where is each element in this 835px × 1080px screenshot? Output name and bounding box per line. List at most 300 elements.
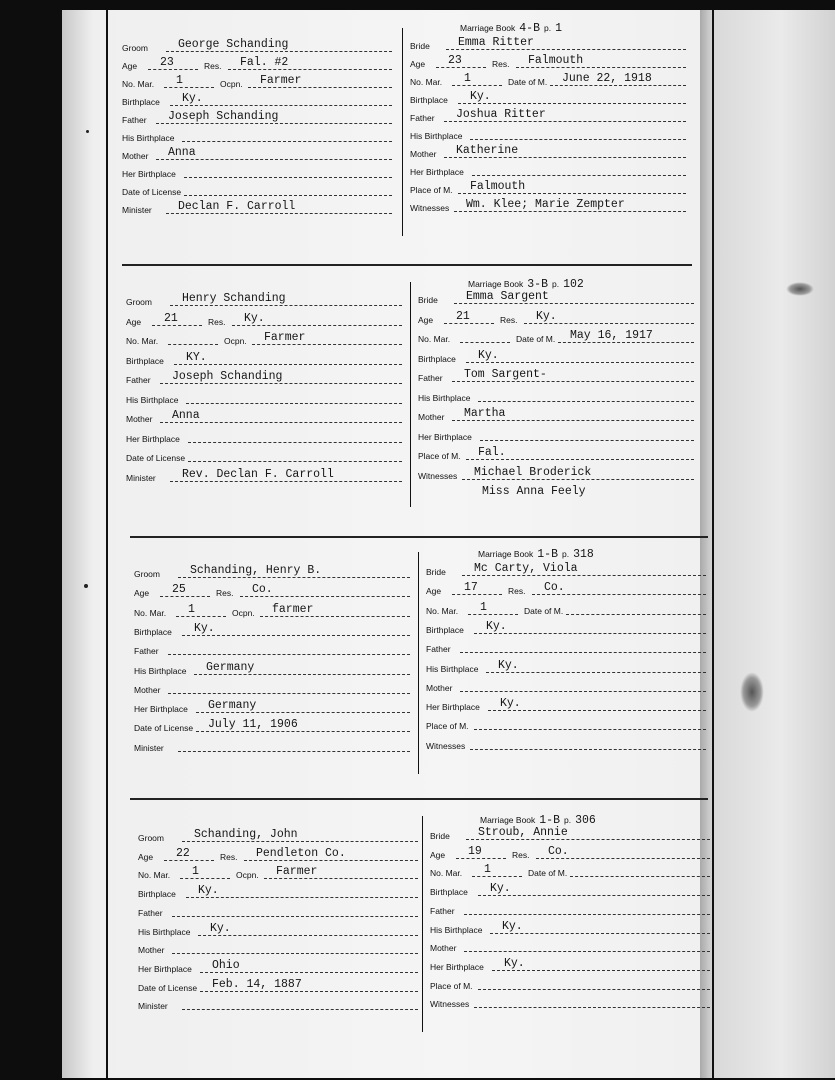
- groom-row-birthplace: [134, 622, 412, 638]
- groom-groom-value: Schanding, John: [194, 828, 298, 841]
- fill-line: [244, 860, 418, 861]
- page-number: 318: [573, 548, 594, 561]
- bride-date_of_m-value: May 16, 1917: [570, 329, 653, 342]
- father-label: Father: [134, 646, 159, 657]
- mother-label: Mother: [426, 682, 453, 693]
- place_of_m-label: Place of M.: [430, 980, 473, 991]
- fill-line: [478, 895, 710, 896]
- minister-label: Minister: [122, 205, 152, 215]
- groom-row-minister: [134, 738, 412, 754]
- groom-date_of_license-value: July 11, 1906: [208, 718, 298, 732]
- ocpn-label: Ocpn.: [220, 79, 243, 89]
- fill-line: [472, 876, 522, 877]
- page-label: p.: [562, 549, 570, 559]
- groom-row-birthplace: [138, 884, 420, 900]
- groom-minister-value: Declan F. Carroll: [178, 200, 296, 213]
- groom-birthplace-value: KY.: [186, 350, 207, 364]
- no_mar-label: No. Mar.: [138, 870, 171, 881]
- bride-father-value: Tom Sargent-: [464, 368, 547, 381]
- father-label: Father: [122, 115, 147, 125]
- father-label: Father: [426, 644, 451, 655]
- fill-line: [168, 693, 410, 694]
- groom-row-no_mar: [134, 603, 412, 619]
- bride-row-age: [426, 581, 708, 597]
- groom-row-date_of_license: [126, 448, 404, 464]
- groom-row-his_birthplace: [126, 390, 404, 406]
- bride-row-mother: [418, 407, 696, 423]
- her_birthplace-label: Her Birthplace: [138, 963, 192, 974]
- birthplace-label: Birthplace: [426, 624, 464, 635]
- bride-row-birthplace: [418, 349, 696, 365]
- fill-line: [172, 916, 418, 917]
- groom-birthplace-value: Ky.: [194, 621, 215, 635]
- bride-row-witnesses: [430, 994, 712, 1010]
- father-label: Father: [126, 375, 151, 385]
- bride-witnesses-value: Michael Broderick: [474, 465, 592, 479]
- res-label: Res.: [216, 588, 234, 599]
- bride-his_birthplace-value: Ky.: [498, 658, 519, 672]
- groom-row-date_of_license: [138, 978, 420, 994]
- witnesses-label: Witnesses: [410, 203, 450, 213]
- page-label: p.: [552, 279, 560, 289]
- fill-line: [200, 972, 418, 973]
- res-label: Res.: [208, 316, 226, 327]
- age-label: Age: [126, 316, 142, 327]
- groom-row-mother: [138, 940, 420, 956]
- groom-row-mother: [126, 409, 404, 425]
- fill-line: [184, 195, 392, 196]
- fill-line: [194, 674, 410, 675]
- witnesses-label: Witnesses: [418, 470, 458, 481]
- fill-line: [166, 213, 392, 214]
- fill-line: [170, 305, 402, 306]
- fill-line: [200, 991, 418, 992]
- groom-no_mar-value: 1: [188, 602, 195, 616]
- bride-father-value: Joshua Ritter: [456, 108, 546, 121]
- bride-row-birthplace: [430, 882, 712, 898]
- bride-row-witnesses-2: [426, 755, 708, 771]
- groom-age-value: 23: [160, 56, 174, 69]
- card-right-border: [712, 10, 714, 1078]
- fill-line: [198, 935, 418, 936]
- groom-res-value: Co.: [252, 583, 273, 597]
- groom-row-groom: [122, 38, 394, 54]
- her_birthplace-label: Her Birthplace: [410, 167, 464, 177]
- groom-row-age: [122, 56, 394, 72]
- fill-line: [180, 878, 230, 879]
- groom-row-minister: [122, 200, 394, 216]
- groom-row-birthplace: [126, 351, 404, 367]
- card-separator: [130, 798, 708, 800]
- fill-line: [478, 989, 710, 990]
- fill-line: [558, 342, 694, 343]
- witnesses-label: Witnesses: [426, 740, 466, 751]
- bride-row-witnesses: [418, 466, 696, 482]
- film-speck: [84, 584, 88, 588]
- no_mar-label: No. Mar.: [410, 77, 443, 87]
- fill-line: [468, 614, 518, 615]
- bride-row-bride: [410, 36, 688, 52]
- father-label: Father: [418, 373, 443, 383]
- bride-res-value: Ky.: [536, 309, 557, 323]
- groom-row-her_birthplace: [122, 164, 394, 180]
- marriage-book-line: [478, 548, 598, 561]
- fill-line: [160, 383, 402, 384]
- bride-her_birthplace-value: Ky.: [504, 956, 525, 970]
- date_of_m-label: Date of M.: [524, 605, 564, 616]
- fill-line: [170, 481, 402, 482]
- age-label: Age: [410, 59, 426, 69]
- groom-mother-value: Anna: [172, 409, 200, 422]
- groom-row-father: [134, 641, 412, 657]
- groom-minister-value: Rev. Declan F. Carroll: [182, 467, 334, 481]
- place_of_m-label: Place of M.: [418, 451, 461, 461]
- fill-line: [566, 614, 706, 615]
- bride-row-father: [418, 368, 696, 384]
- groom-row-no_mar: [126, 331, 404, 347]
- bride-row-no_mar: [410, 72, 688, 88]
- his_birthplace-label: His Birthplace: [122, 133, 175, 143]
- groom-groom-value: Henry Schanding: [182, 292, 286, 305]
- res-label: Res.: [500, 314, 518, 325]
- bride-place_of_m-value: Fal.: [478, 446, 506, 459]
- fill-line: [458, 193, 686, 194]
- bride-witnesses2-value: Miss Anna Feely: [482, 485, 586, 498]
- no_mar-label: No. Mar.: [134, 607, 167, 618]
- groom-father-value: Joseph Schanding: [168, 110, 279, 123]
- mother-label: Mother: [410, 149, 437, 159]
- date_of_m-label: Date of M.: [528, 868, 568, 879]
- no_mar-label: No. Mar.: [126, 336, 159, 346]
- bride-row-witnesses-2: [430, 1013, 712, 1029]
- fill-line: [182, 841, 418, 842]
- bride-res-value: Co.: [544, 581, 565, 595]
- fill-line: [160, 422, 402, 423]
- bride-row-age: [418, 310, 696, 326]
- fill-line: [248, 87, 392, 88]
- groom-row-groom: [134, 564, 412, 580]
- marriage-book-number: 4-B: [519, 22, 540, 35]
- column-divider: [422, 816, 423, 1032]
- marriage-book-label: Marriage Book: [468, 279, 524, 289]
- bride-date_of_m-value: June 22, 1918: [562, 72, 652, 85]
- birthplace-label: Birthplace: [126, 355, 164, 366]
- birthplace-label: Birthplace: [134, 626, 172, 637]
- bride-row-bride: [418, 290, 696, 306]
- groom-row-date_of_license: [122, 182, 394, 198]
- bride-row-mother: [426, 678, 708, 694]
- groom-row-father: [122, 110, 394, 126]
- fill-line: [188, 461, 402, 462]
- groom-birthplace-value: Ky.: [198, 884, 219, 898]
- fill-line: [152, 325, 202, 326]
- groom-groom-value: Schanding, Henry B.: [190, 564, 322, 577]
- groom-res-value: Pendleton Co.: [256, 846, 346, 860]
- bride-res-value: Co.: [548, 844, 569, 858]
- groom-age-value: 25: [172, 583, 186, 597]
- bride-label: Bride: [430, 831, 450, 841]
- father-label: Father: [138, 907, 163, 918]
- film-speck: [86, 130, 89, 133]
- fill-line: [186, 403, 402, 404]
- fill-line: [184, 177, 392, 178]
- mother-label: Mother: [126, 414, 153, 424]
- fill-line: [444, 157, 686, 158]
- fill-line: [452, 85, 502, 86]
- groom-res-value: Ky.: [244, 311, 265, 325]
- bride-row-place_of_m: [410, 180, 688, 196]
- bride-row-his_birthplace: [410, 126, 688, 142]
- res-label: Res.: [492, 59, 510, 69]
- fill-line: [240, 596, 410, 597]
- fill-line: [148, 69, 198, 70]
- bride-row-birthplace: [426, 620, 708, 636]
- fill-line: [454, 303, 694, 304]
- witnesses-label: Witnesses: [430, 999, 470, 1010]
- groom-father-value: Joseph Schanding: [172, 370, 283, 383]
- father-label: Father: [430, 905, 455, 916]
- groom-row-minister: [126, 468, 404, 484]
- date_of_m-label: Date of M.: [508, 77, 548, 87]
- his_birthplace-label: His Birthplace: [126, 394, 179, 405]
- bride-row-place_of_m: [430, 976, 712, 992]
- fill-line: [460, 342, 510, 343]
- bride-row-father: [426, 639, 708, 655]
- fill-line: [460, 652, 706, 653]
- bride-birthplace-value: Ky.: [478, 348, 499, 362]
- bride-row-his_birthplace: [418, 388, 696, 404]
- groom-row-date_of_license: [134, 718, 412, 734]
- groom-row-father: [138, 903, 420, 919]
- bride-res-value: Falmouth: [528, 54, 584, 67]
- res-label: Res.: [512, 849, 530, 860]
- column-divider: [402, 28, 403, 236]
- ocpn-label: Ocpn.: [224, 336, 247, 346]
- fill-line: [458, 103, 686, 104]
- bride-her_birthplace-value: Ky.: [500, 697, 521, 711]
- bride-no_mar-value: 1: [480, 600, 487, 614]
- his_birthplace-label: His Birthplace: [410, 131, 463, 141]
- groom-row-age: [138, 847, 420, 863]
- groom-no_mar-value: 1: [176, 74, 183, 87]
- groom-res-value: Fal. #2: [240, 56, 289, 69]
- minister-label: Minister: [138, 1001, 168, 1012]
- fill-line: [264, 878, 418, 879]
- bride-row-age: [430, 845, 712, 861]
- bride-label: Bride: [426, 567, 446, 577]
- page-number: 102: [563, 278, 584, 291]
- birthplace-label: Birthplace: [418, 353, 456, 364]
- fill-line: [156, 123, 392, 124]
- fill-line: [486, 672, 706, 673]
- groom-row-no_mar: [138, 865, 420, 881]
- bride-row-witnesses-2: [418, 485, 696, 501]
- fill-line: [516, 67, 686, 68]
- fill-line: [444, 121, 686, 122]
- fill-line: [492, 970, 710, 971]
- mother-label: Mother: [430, 943, 457, 954]
- fill-line: [474, 729, 706, 730]
- bride-row-no_mar: [426, 601, 708, 617]
- fill-line: [260, 616, 410, 617]
- groom-label: Groom: [134, 569, 160, 579]
- bride-row-mother: [430, 938, 712, 954]
- groom-her_birthplace-value: Ohio: [212, 958, 240, 972]
- fill-line: [172, 953, 418, 954]
- her_birthplace-label: Her Birthplace: [134, 704, 188, 715]
- film-smudge: [786, 282, 814, 296]
- fill-line: [462, 479, 694, 480]
- groom-his_birthplace-value: Germany: [206, 660, 255, 674]
- fill-line: [232, 325, 402, 326]
- fill-line: [186, 897, 418, 898]
- fill-line: [164, 860, 214, 861]
- bride-row-bride: [430, 826, 712, 842]
- column-divider: [418, 552, 419, 774]
- bride-witnesses-value: Wm. Klee; Marie Zempter: [466, 198, 625, 211]
- bride-place_of_m-value: Falmouth: [470, 180, 526, 193]
- card-left-border: [106, 10, 108, 1078]
- fill-line: [444, 323, 494, 324]
- marriage-book-number: 3-B: [527, 278, 548, 291]
- his_birthplace-label: His Birthplace: [134, 665, 187, 676]
- fill-line: [170, 105, 392, 106]
- groom-label: Groom: [138, 833, 164, 843]
- bride-mother-value: Katherine: [456, 144, 519, 157]
- fill-line: [182, 635, 410, 636]
- fill-line: [466, 362, 694, 363]
- groom-row-his_birthplace: [138, 922, 420, 938]
- bride-row-witnesses: [410, 198, 688, 214]
- bride-row-witnesses-2: [410, 216, 688, 232]
- bride-row-bride: [426, 562, 708, 578]
- fill-line: [490, 933, 710, 934]
- marriage-book-line: [460, 22, 566, 35]
- marriage-book-number: 1-B: [539, 814, 560, 827]
- fill-line: [462, 575, 706, 576]
- fill-line: [168, 344, 218, 345]
- age-label: Age: [122, 61, 138, 71]
- groom-row-age: [126, 312, 404, 328]
- groom-her_birthplace-value: Germany: [208, 699, 257, 713]
- fill-line: [188, 442, 402, 443]
- groom-row-groom: [138, 828, 420, 844]
- fill-line: [182, 1009, 418, 1010]
- bride-no_mar-value: 1: [464, 72, 471, 85]
- birthplace-label: Birthplace: [410, 95, 448, 105]
- groom-no_mar-value: 1: [192, 865, 199, 879]
- no_mar-label: No. Mar.: [426, 605, 459, 616]
- fill-line: [166, 51, 392, 52]
- bride-no_mar-value: 1: [484, 863, 491, 877]
- page-label: p.: [544, 23, 552, 33]
- her_birthplace-label: Her Birthplace: [418, 431, 472, 442]
- res-label: Res.: [204, 61, 222, 71]
- groom-row-his_birthplace: [134, 661, 412, 677]
- fill-line: [532, 594, 706, 595]
- bride-age-value: 19: [468, 844, 482, 858]
- page-number: 1: [555, 22, 562, 35]
- ocpn-label: Ocpn.: [232, 607, 255, 618]
- minister-label: Minister: [126, 472, 156, 483]
- minister-label: Minister: [134, 742, 164, 753]
- groom-row-no_mar: [122, 74, 394, 90]
- groom-age-value: 21: [164, 311, 178, 325]
- bride-bride-value: Emma Ritter: [458, 36, 534, 49]
- groom-age-value: 22: [176, 846, 190, 860]
- fill-line: [570, 876, 710, 877]
- fill-line: [196, 712, 410, 713]
- groom-birthplace-value: Ky.: [182, 92, 203, 105]
- ocpn-label: Ocpn.: [236, 870, 259, 881]
- fill-line: [196, 731, 410, 732]
- marriage-book-label: Marriage Book: [478, 549, 534, 559]
- fill-line: [460, 691, 706, 692]
- card-separator: [122, 264, 692, 266]
- bride-label: Bride: [418, 295, 438, 305]
- groom-his_birthplace-value: Ky.: [210, 921, 231, 935]
- bride-mother-value: Martha: [464, 407, 506, 420]
- groom-row-mother: [122, 146, 394, 162]
- date_of_license-label: Date of License: [122, 187, 182, 197]
- bride-row-mother: [410, 144, 688, 160]
- her_birthplace-label: Her Birthplace: [426, 702, 480, 713]
- no_mar-label: No. Mar.: [122, 79, 155, 89]
- mother-label: Mother: [418, 412, 445, 422]
- groom-mother-value: Anna: [168, 146, 196, 159]
- fill-line: [160, 596, 210, 597]
- age-label: Age: [430, 849, 446, 860]
- groom-ocpn-value: farmer: [272, 602, 314, 616]
- groom-label: Groom: [126, 297, 152, 307]
- fill-line: [474, 633, 706, 634]
- fill-line: [452, 381, 694, 382]
- groom-ocpn-value: Farmer: [260, 74, 302, 87]
- fill-line: [474, 1007, 710, 1008]
- fill-line: [156, 159, 392, 160]
- place_of_m-label: Place of M.: [426, 721, 469, 732]
- bride-row-age: [410, 54, 688, 70]
- bride-his_birthplace-value: Ky.: [502, 919, 523, 933]
- bride-birthplace-value: Ky.: [486, 619, 507, 633]
- bride-row-her_birthplace: [430, 957, 712, 973]
- bride-age-value: 21: [456, 309, 470, 323]
- his_birthplace-label: His Birthplace: [430, 924, 483, 935]
- mother-label: Mother: [122, 151, 149, 161]
- fill-line: [176, 616, 226, 617]
- fill-line: [452, 420, 694, 421]
- his_birthplace-label: His Birthplace: [426, 663, 479, 674]
- no_mar-label: No. Mar.: [430, 868, 463, 879]
- bride-row-place_of_m: [418, 446, 696, 462]
- fill-line: [178, 577, 410, 578]
- fill-line: [182, 141, 392, 142]
- fill-line: [446, 49, 686, 50]
- fill-line: [456, 858, 506, 859]
- birthplace-label: Birthplace: [122, 97, 160, 107]
- film-edge: [700, 10, 835, 1078]
- groom-row-her_birthplace: [126, 429, 404, 445]
- his_birthplace-label: His Birthplace: [418, 392, 471, 403]
- bride-birthplace-value: Ky.: [470, 90, 491, 103]
- her_birthplace-label: Her Birthplace: [122, 169, 176, 179]
- groom-date_of_license-value: Feb. 14, 1887: [212, 977, 302, 991]
- bride-age-value: 17: [464, 581, 478, 595]
- marriage-book-label: Marriage Book: [480, 815, 536, 825]
- mother-label: Mother: [134, 684, 161, 695]
- bride-row-birthplace: [410, 90, 688, 106]
- marriage-book-number: 1-B: [537, 548, 558, 561]
